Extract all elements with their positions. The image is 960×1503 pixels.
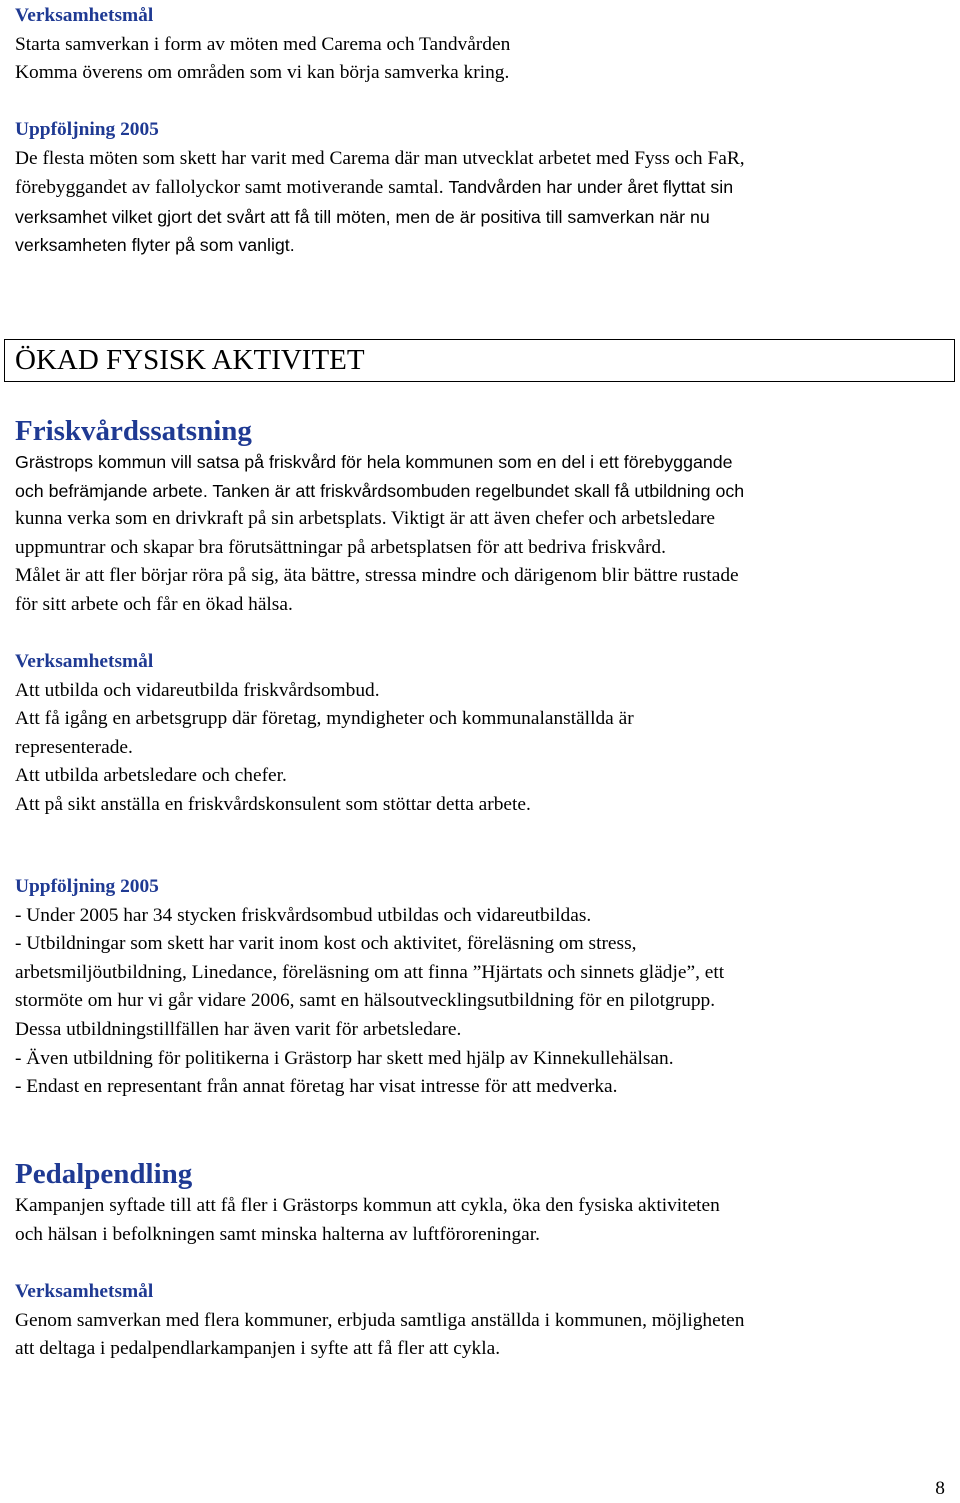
section-heading: Pedalpendling — [15, 1158, 193, 1190]
section-heading: Verksamhetsmål — [15, 1281, 154, 1302]
section-uppfoljning-1 — [15, 116, 945, 260]
text-line: Komma överens om områden som vi kan börja samverka kring. — [15, 62, 510, 84]
section-verksamhetsmal-2 — [15, 648, 945, 820]
text-segment: förebyggandet av fallolyckor samt motiverande samtal. — [15, 177, 449, 199]
text-line: kunna verka som en drivkraft på sin arbetsplats. Viktigt är att även chefer och arbetsledare — [15, 508, 716, 530]
text-line: - Endast en representant från annat företag har visat intresse för att medverka. — [15, 1076, 618, 1098]
text-line: att deltaga i pedalpendlarkampanjen i syfte att få fler att cykla. — [15, 1338, 501, 1360]
text-line: verksamhet vilket gjort det svårt att få till möten, men de är positiva till samverkan när nu — [15, 206, 710, 227]
text-line: Att få igång en arbetsgrupp där företag, myndigheter och kommunalanställda är — [15, 708, 634, 730]
text-line — [15, 477, 945, 506]
section-heading: Uppföljning 2005 — [15, 876, 159, 897]
text-line: Att på sikt anställa en friskvårdskonsulent som stöttar detta arbete. — [15, 793, 531, 815]
text-line: arbetsmiljöutbildning, Linedance, föreläsning om att finna ”Hjärtats och sinnets glädje”, ett — [15, 961, 725, 983]
section-heading: Verksamhetsmål — [15, 5, 154, 26]
text-line: för sitt arbete och får en ökad hälsa. — [15, 593, 293, 615]
boxed-section-heading: ÖKAD FYSISK AKTIVITET — [4, 339, 955, 382]
section-verksamhetsmal-3 — [15, 1278, 945, 1364]
text-line: Att utbilda och vidareutbilda friskvårdsombud. — [15, 679, 380, 701]
text-line: uppmuntrar och skapar bra förutsättningar på arbetsplatsen för att bedriva friskvård. — [15, 536, 666, 558]
section-uppfoljning-2 — [15, 873, 945, 1102]
text-line: Genom samverkan med flera kommuner, erbjuda samtliga anställda i kommunen, möjligheten — [15, 1309, 745, 1331]
text-line: - Även utbildning för politikerna i Grästorp har skett med hjälp av Kinnekullehälsan. — [15, 1047, 674, 1069]
text-line: - Under 2005 har 34 stycken friskvårdsombud utbildas och vidareutbildas. — [15, 904, 592, 926]
text-line: Kampanjen syftade till att få fler i Grästorps kommun att cykla, öka den fysiska aktiviteten — [15, 1195, 720, 1216]
text-line: De flesta möten som skett har varit med Carema där man utvecklat arbetet med Fyss och FaR, — [15, 147, 745, 169]
text-line: verksamheten flyter på som vanligt. — [15, 235, 295, 256]
section-heading: Uppföljning 2005 — [15, 119, 159, 140]
section-heading: Friskvårdssatsning — [15, 415, 252, 447]
text-line: Grästrops kommun vill satsa på friskvård för hela kommunen som en del i ett förebyggande — [15, 452, 733, 472]
text-line: Starta samverkan i form av möten med Carema och Tandvården — [15, 33, 511, 55]
text-line: representerade. — [15, 736, 133, 758]
text-line — [15, 173, 945, 203]
text-line: Att utbilda arbetsledare och chefer. — [15, 765, 287, 787]
section-pedalpendling — [15, 1156, 945, 1249]
text-line: och hälsan i befolkningen samt minska halterna av luftföroreningar. — [15, 1223, 541, 1245]
text-line: - Utbildningar som skett har varit inom kost och aktivitet, föreläsning om stress, — [15, 933, 637, 955]
text-line: stormöte om hur vi går vidare 2006, samt en hälsoutvecklingsutbildning för en pilotgrupp. — [15, 990, 716, 1012]
text-segment: och befrämjande arbete. Tanken är att friskvårdsombuden regelbundet skall få utbildning och — [15, 480, 745, 501]
text-line: Målet är att fler börjar röra på sig, äta bättre, stressa mindre och därigenom blir bättre rustade — [15, 565, 739, 587]
section-friskvardssatsning — [15, 414, 945, 620]
section-heading: Verksamhetsmål — [15, 651, 154, 672]
text-line: Dessa utbildningstillfällen har även varit för arbetsledare. — [15, 1018, 462, 1040]
page-number: 8 — [935, 1478, 945, 1499]
text-segment: Tandvården har under året flyttat sin — [448, 177, 734, 198]
section-verksamhetsmal-1 — [15, 2, 945, 88]
